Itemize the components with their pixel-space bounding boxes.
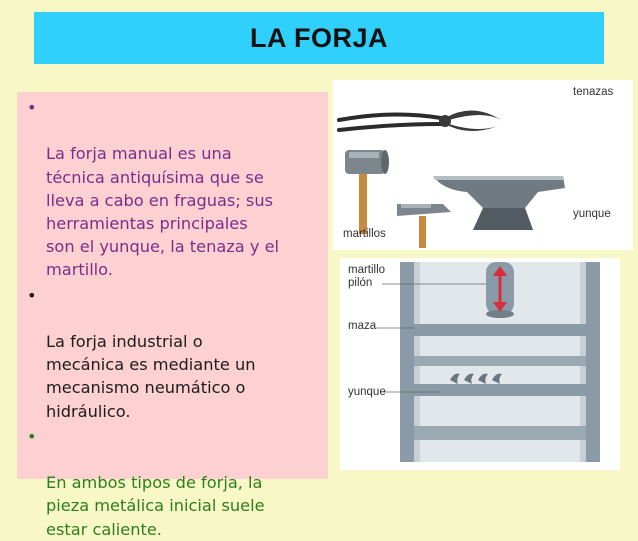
bullet-industrial <box>27 284 320 423</box>
title-bar <box>34 12 604 64</box>
label-martillo-pilon: martillo pilón <box>348 264 386 289</box>
label-yunque: yunque <box>573 208 611 220</box>
label-martillos: martillos <box>343 228 386 240</box>
bullet-manual <box>27 96 320 282</box>
bullet-both <box>27 425 320 541</box>
bullet-text-manual: La forja manual es una técnica antiquísima que se lleva a cabo en fraguas; sus herramientas principales son el yunque, la tenaza y el martillo. <box>46 144 280 280</box>
label-yunque-pilon: yunque <box>348 386 386 398</box>
manual-forge-tools-illustration <box>333 80 633 250</box>
bullet-dot: • <box>27 426 37 446</box>
bullet-text-both: En ambos tipos de forja, la pieza metálica inicial suele estar caliente. <box>46 473 265 539</box>
hammer-icon <box>397 204 451 248</box>
power-hammer-figure <box>340 258 620 470</box>
label-maza: maza <box>348 320 377 332</box>
bullet-text-industrial: La forja industrial o mecánica es mediante un mecanismo neumático o hidráulico. <box>46 332 256 421</box>
hammer-icon <box>345 150 389 234</box>
tongs-icon <box>339 110 503 131</box>
bullet-list <box>27 96 320 541</box>
bullet-dot: • <box>27 285 37 305</box>
page-title: LA FORJA <box>250 22 388 53</box>
manual-forge-tools-figure <box>333 80 633 250</box>
bullet-dot: • <box>27 98 37 117</box>
text-panel <box>17 92 328 539</box>
anvil-icon <box>433 176 565 230</box>
label-tenazas: tenazas <box>573 86 614 98</box>
